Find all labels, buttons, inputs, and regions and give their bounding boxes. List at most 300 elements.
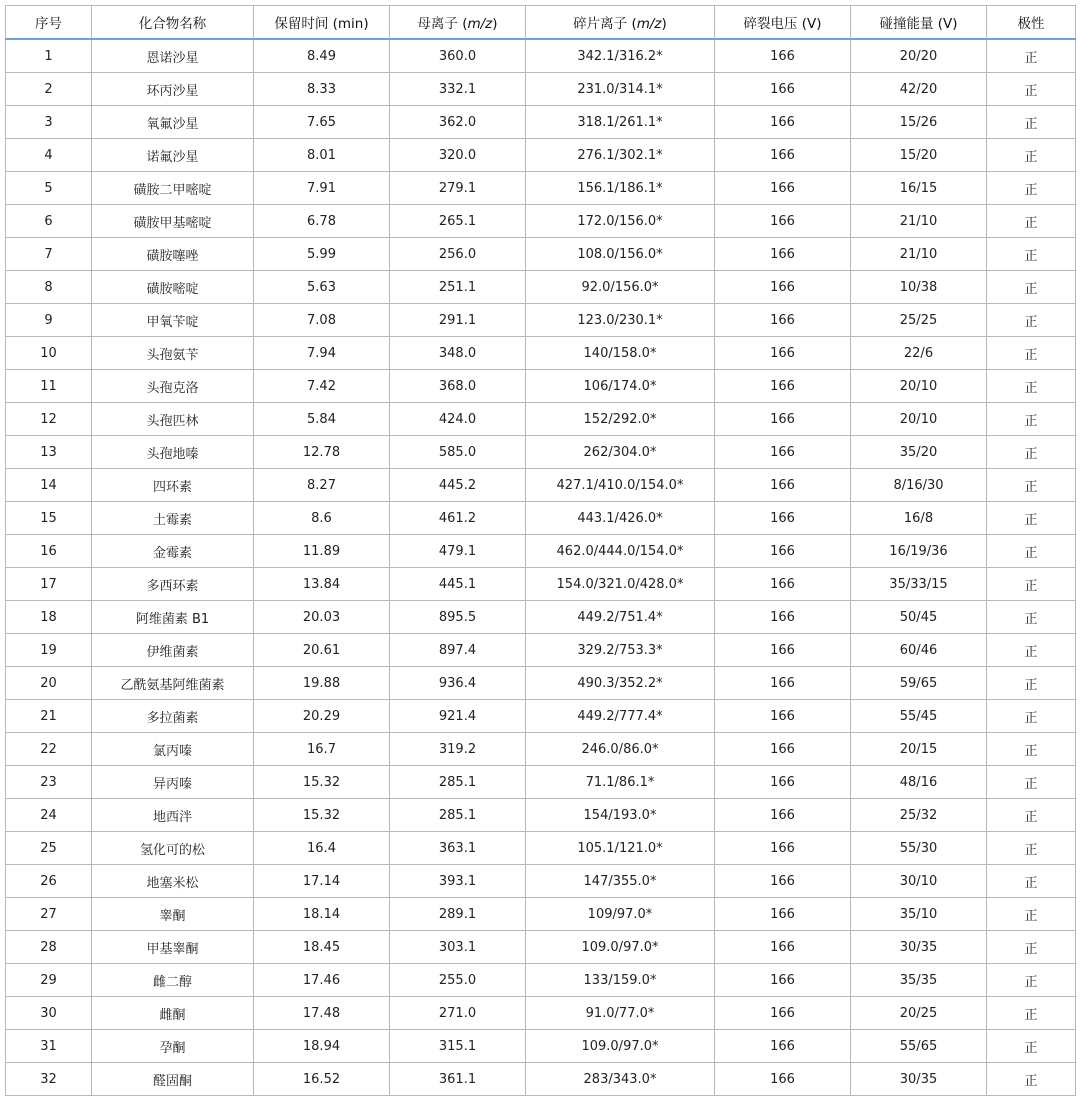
cell-fragmentor-voltage: 166 [715,634,851,667]
table-row [6,271,1076,304]
cell-collision-energy: 10/38 [851,271,987,304]
cell-index: 26 [6,865,92,898]
cell-precursor-ion: 363.1 [390,832,526,865]
cell-index: 20 [6,667,92,700]
cell-index: 23 [6,766,92,799]
cell-precursor-ion: 360.0 [390,39,526,73]
table-body [6,39,1076,1096]
cell-fragmentor-voltage: 166 [715,799,851,832]
cell-compound-name: 四环素 [92,469,254,502]
cell-collision-energy: 15/20 [851,139,987,172]
cell-collision-energy: 21/10 [851,205,987,238]
cell-fragmentor-voltage: 166 [715,667,851,700]
cell-precursor-ion: 445.2 [390,469,526,502]
cell-precursor-ion: 271.0 [390,997,526,1030]
table-row [6,832,1076,865]
cell-compound-name: 磺胺二甲嘧啶 [92,172,254,205]
cell-polarity: 正 [987,799,1076,832]
cell-precursor-ion: 479.1 [390,535,526,568]
cell-index: 12 [6,403,92,436]
cell-precursor-ion: 332.1 [390,73,526,106]
cell-retention-time: 5.99 [254,238,390,271]
cell-retention-time: 5.84 [254,403,390,436]
cell-retention-time: 18.94 [254,1030,390,1063]
cell-compound-name: 睾酮 [92,898,254,931]
cell-compound-name: 土霉素 [92,502,254,535]
cell-fragment-ions: 71.1/86.1* [526,766,715,799]
cell-polarity: 正 [987,997,1076,1030]
cell-collision-energy: 8/16/30 [851,469,987,502]
cell-retention-time: 20.61 [254,634,390,667]
cell-retention-time: 8.6 [254,502,390,535]
table-row [6,73,1076,106]
cell-compound-name: 恩诺沙星 [92,39,254,73]
table-row [6,436,1076,469]
cell-retention-time: 5.63 [254,271,390,304]
cell-polarity: 正 [987,601,1076,634]
cell-fragment-ions: 154/193.0* [526,799,715,832]
cell-polarity: 正 [987,832,1076,865]
cell-precursor-ion: 265.1 [390,205,526,238]
cell-fragmentor-voltage: 166 [715,73,851,106]
header-compound-name: 化合物名称 [92,6,254,40]
cell-fragment-ions: 106/174.0* [526,370,715,403]
table-row [6,139,1076,172]
cell-polarity: 正 [987,271,1076,304]
cell-compound-name: 金霉素 [92,535,254,568]
cell-polarity: 正 [987,667,1076,700]
table-container [5,5,1075,1096]
table-row [6,370,1076,403]
cell-fragment-ions: 147/355.0* [526,865,715,898]
cell-polarity: 正 [987,172,1076,205]
cell-compound-name: 头孢克洛 [92,370,254,403]
cell-index: 16 [6,535,92,568]
cell-compound-name: 孕酮 [92,1030,254,1063]
cell-polarity: 正 [987,1030,1076,1063]
cell-index: 30 [6,997,92,1030]
cell-precursor-ion: 291.1 [390,304,526,337]
cell-polarity: 正 [987,370,1076,403]
cell-polarity: 正 [987,964,1076,997]
cell-polarity: 正 [987,238,1076,271]
cell-fragment-ions: 109.0/97.0* [526,1030,715,1063]
cell-retention-time: 16.52 [254,1063,390,1096]
cell-index: 14 [6,469,92,502]
cell-index: 17 [6,568,92,601]
cell-fragmentor-voltage: 166 [715,964,851,997]
cell-collision-energy: 48/16 [851,766,987,799]
cell-precursor-ion: 348.0 [390,337,526,370]
cell-fragmentor-voltage: 166 [715,172,851,205]
cell-collision-energy: 25/25 [851,304,987,337]
header-collision-energy: 碰撞能量 (V) [851,6,987,40]
cell-polarity: 正 [987,39,1076,73]
cell-collision-energy: 60/46 [851,634,987,667]
cell-fragmentor-voltage: 166 [715,304,851,337]
cell-index: 27 [6,898,92,931]
cell-compound-name: 醛固酮 [92,1063,254,1096]
cell-retention-time: 8.01 [254,139,390,172]
header-retention-time: 保留时间 (min) [254,6,390,40]
header-row [6,6,1076,40]
cell-fragment-ions: 329.2/753.3* [526,634,715,667]
cell-index: 22 [6,733,92,766]
table-row [6,39,1076,73]
header-fragmentor-voltage: 碎裂电压 (V) [715,6,851,40]
cell-index: 7 [6,238,92,271]
table-row [6,733,1076,766]
cell-retention-time: 8.49 [254,39,390,73]
table-row [6,667,1076,700]
cell-collision-energy: 55/45 [851,700,987,733]
table-row [6,634,1076,667]
cell-precursor-ion: 897.4 [390,634,526,667]
header-polarity: 极性 [987,6,1076,40]
cell-compound-name: 多西环素 [92,568,254,601]
cell-polarity: 正 [987,865,1076,898]
cell-retention-time: 13.84 [254,568,390,601]
table-row [6,106,1076,139]
cell-fragmentor-voltage: 166 [715,337,851,370]
cell-retention-time: 7.42 [254,370,390,403]
cell-fragmentor-voltage: 166 [715,1030,851,1063]
header-fragment-ions: 碎片离子 (m/z) [526,6,715,40]
cell-fragmentor-voltage: 166 [715,766,851,799]
cell-collision-energy: 59/65 [851,667,987,700]
cell-index: 2 [6,73,92,106]
cell-compound-name: 异丙嗪 [92,766,254,799]
cell-collision-energy: 30/10 [851,865,987,898]
cell-retention-time: 19.88 [254,667,390,700]
cell-polarity: 正 [987,139,1076,172]
cell-fragment-ions: 91.0/77.0* [526,997,715,1030]
cell-polarity: 正 [987,733,1076,766]
cell-compound-name: 多拉菌素 [92,700,254,733]
cell-precursor-ion: 303.1 [390,931,526,964]
cell-index: 31 [6,1030,92,1063]
cell-collision-energy: 55/65 [851,1030,987,1063]
cell-compound-name: 甲基睾酮 [92,931,254,964]
cell-polarity: 正 [987,1063,1076,1096]
cell-retention-time: 16.4 [254,832,390,865]
cell-index: 9 [6,304,92,337]
cell-index: 29 [6,964,92,997]
cell-retention-time: 17.46 [254,964,390,997]
cell-retention-time: 15.32 [254,799,390,832]
cell-fragmentor-voltage: 166 [715,1063,851,1096]
cell-precursor-ion: 895.5 [390,601,526,634]
table-row [6,766,1076,799]
cell-fragmentor-voltage: 166 [715,568,851,601]
cell-polarity: 正 [987,205,1076,238]
cell-fragment-ions: 246.0/86.0* [526,733,715,766]
cell-retention-time: 8.27 [254,469,390,502]
cell-collision-energy: 22/6 [851,337,987,370]
cell-collision-energy: 35/10 [851,898,987,931]
cell-polarity: 正 [987,436,1076,469]
cell-collision-energy: 21/10 [851,238,987,271]
cell-index: 18 [6,601,92,634]
cell-fragmentor-voltage: 166 [715,39,851,73]
table-row [6,898,1076,931]
cell-precursor-ion: 445.1 [390,568,526,601]
cell-fragment-ions: 276.1/302.1* [526,139,715,172]
cell-precursor-ion: 319.2 [390,733,526,766]
cell-index: 5 [6,172,92,205]
table-row [6,535,1076,568]
table-row [6,238,1076,271]
header-index: 序号 [6,6,92,40]
cell-fragment-ions: 342.1/316.2* [526,39,715,73]
cell-retention-time: 7.08 [254,304,390,337]
cell-collision-energy: 20/25 [851,997,987,1030]
table-row [6,172,1076,205]
cell-compound-name: 磺胺嘧啶 [92,271,254,304]
cell-precursor-ion: 362.0 [390,106,526,139]
cell-retention-time: 7.65 [254,106,390,139]
table-row [6,700,1076,733]
table-row [6,1030,1076,1063]
cell-precursor-ion: 361.1 [390,1063,526,1096]
cell-compound-name: 头孢地嗪 [92,436,254,469]
cell-compound-name: 地西泮 [92,799,254,832]
cell-precursor-ion: 315.1 [390,1030,526,1063]
cell-collision-energy: 20/10 [851,370,987,403]
cell-precursor-ion: 921.4 [390,700,526,733]
cell-precursor-ion: 393.1 [390,865,526,898]
cell-compound-name: 雌酮 [92,997,254,1030]
cell-retention-time: 7.94 [254,337,390,370]
cell-fragment-ions: 108.0/156.0* [526,238,715,271]
cell-compound-name: 磺胺噻唑 [92,238,254,271]
cell-index: 28 [6,931,92,964]
cell-polarity: 正 [987,931,1076,964]
cell-index: 4 [6,139,92,172]
table-row [6,931,1076,964]
cell-collision-energy: 35/20 [851,436,987,469]
cell-fragmentor-voltage: 166 [715,601,851,634]
cell-precursor-ion: 289.1 [390,898,526,931]
cell-fragmentor-voltage: 166 [715,931,851,964]
cell-compound-name: 伊维菌素 [92,634,254,667]
cell-polarity: 正 [987,502,1076,535]
table-row [6,469,1076,502]
cell-retention-time: 11.89 [254,535,390,568]
cell-collision-energy: 16/15 [851,172,987,205]
cell-collision-energy: 35/35 [851,964,987,997]
cell-retention-time: 20.03 [254,601,390,634]
cell-collision-energy: 30/35 [851,931,987,964]
cell-polarity: 正 [987,403,1076,436]
cell-retention-time: 6.78 [254,205,390,238]
cell-index: 3 [6,106,92,139]
cell-fragment-ions: 443.1/426.0* [526,502,715,535]
cell-collision-energy: 16/8 [851,502,987,535]
cell-fragment-ions: 133/159.0* [526,964,715,997]
cell-collision-energy: 35/33/15 [851,568,987,601]
cell-precursor-ion: 320.0 [390,139,526,172]
cell-polarity: 正 [987,535,1076,568]
cell-index: 10 [6,337,92,370]
cell-collision-energy: 42/20 [851,73,987,106]
cell-fragment-ions: 283/343.0* [526,1063,715,1096]
cell-compound-name: 乙酰氨基阿维菌素 [92,667,254,700]
cell-retention-time: 15.32 [254,766,390,799]
cell-collision-energy: 30/35 [851,1063,987,1096]
cell-compound-name: 头孢氨苄 [92,337,254,370]
cell-fragmentor-voltage: 166 [715,469,851,502]
cell-retention-time: 8.33 [254,73,390,106]
cell-polarity: 正 [987,337,1076,370]
cell-compound-name: 甲氧苄啶 [92,304,254,337]
table-row [6,304,1076,337]
cell-polarity: 正 [987,898,1076,931]
cell-compound-name: 诺氟沙星 [92,139,254,172]
cell-polarity: 正 [987,634,1076,667]
cell-fragment-ions: 154.0/321.0/428.0* [526,568,715,601]
cell-fragment-ions: 152/292.0* [526,403,715,436]
cell-compound-name: 雌二醇 [92,964,254,997]
header-precursor-ion: 母离子 (m/z) [390,6,526,40]
table-row [6,568,1076,601]
cell-compound-name: 磺胺甲基嘧啶 [92,205,254,238]
cell-index: 19 [6,634,92,667]
cell-precursor-ion: 424.0 [390,403,526,436]
cell-fragment-ions: 92.0/156.0* [526,271,715,304]
cell-fragment-ions: 462.0/444.0/154.0* [526,535,715,568]
table-row [6,865,1076,898]
table-row [6,1063,1076,1096]
cell-index: 21 [6,700,92,733]
table-row [6,502,1076,535]
cell-fragment-ions: 449.2/751.4* [526,601,715,634]
cell-fragmentor-voltage: 166 [715,370,851,403]
table-row [6,205,1076,238]
cell-collision-energy: 20/15 [851,733,987,766]
cell-collision-energy: 20/20 [851,39,987,73]
cell-fragmentor-voltage: 166 [715,139,851,172]
cell-precursor-ion: 279.1 [390,172,526,205]
cell-fragmentor-voltage: 166 [715,865,851,898]
cell-index: 8 [6,271,92,304]
cell-compound-name: 头孢匹林 [92,403,254,436]
cell-index: 24 [6,799,92,832]
cell-fragmentor-voltage: 166 [715,106,851,139]
cell-compound-name: 氢化可的松 [92,832,254,865]
cell-compound-name: 环丙沙星 [92,73,254,106]
table-row [6,997,1076,1030]
cell-fragmentor-voltage: 166 [715,205,851,238]
cell-fragment-ions: 109/97.0* [526,898,715,931]
cell-retention-time: 16.7 [254,733,390,766]
cell-collision-energy: 20/10 [851,403,987,436]
table-row [6,799,1076,832]
cell-fragment-ions: 427.1/410.0/154.0* [526,469,715,502]
table-row [6,601,1076,634]
cell-fragment-ions: 140/158.0* [526,337,715,370]
cell-index: 6 [6,205,92,238]
cell-compound-name: 地塞米松 [92,865,254,898]
cell-fragment-ions: 105.1/121.0* [526,832,715,865]
cell-index: 13 [6,436,92,469]
cell-retention-time: 17.48 [254,997,390,1030]
cell-index: 25 [6,832,92,865]
cell-compound-name: 氯丙嗪 [92,733,254,766]
cell-fragmentor-voltage: 166 [715,733,851,766]
cell-retention-time: 18.14 [254,898,390,931]
cell-precursor-ion: 285.1 [390,766,526,799]
cell-retention-time: 12.78 [254,436,390,469]
compound-parameter-table [5,5,1076,1096]
cell-compound-name: 阿维菌素 B1 [92,601,254,634]
cell-collision-energy: 55/30 [851,832,987,865]
cell-compound-name: 氧氟沙星 [92,106,254,139]
cell-fragmentor-voltage: 166 [715,832,851,865]
table-row [6,403,1076,436]
cell-polarity: 正 [987,766,1076,799]
cell-collision-energy: 25/32 [851,799,987,832]
cell-collision-energy: 16/19/36 [851,535,987,568]
cell-fragment-ions: 172.0/156.0* [526,205,715,238]
cell-fragment-ions: 490.3/352.2* [526,667,715,700]
cell-index: 32 [6,1063,92,1096]
cell-collision-energy: 15/26 [851,106,987,139]
cell-index: 11 [6,370,92,403]
cell-fragmentor-voltage: 166 [715,535,851,568]
cell-fragment-ions: 262/304.0* [526,436,715,469]
cell-polarity: 正 [987,568,1076,601]
cell-precursor-ion: 251.1 [390,271,526,304]
cell-retention-time: 20.29 [254,700,390,733]
cell-fragmentor-voltage: 166 [715,436,851,469]
cell-fragmentor-voltage: 166 [715,502,851,535]
cell-fragment-ions: 123.0/230.1* [526,304,715,337]
cell-precursor-ion: 368.0 [390,370,526,403]
cell-fragment-ions: 231.0/314.1* [526,73,715,106]
cell-precursor-ion: 285.1 [390,799,526,832]
cell-index: 1 [6,39,92,73]
cell-precursor-ion: 461.2 [390,502,526,535]
cell-fragment-ions: 109.0/97.0* [526,931,715,964]
cell-fragmentor-voltage: 166 [715,700,851,733]
cell-precursor-ion: 255.0 [390,964,526,997]
cell-polarity: 正 [987,106,1076,139]
cell-retention-time: 17.14 [254,865,390,898]
cell-fragmentor-voltage: 166 [715,238,851,271]
cell-fragment-ions: 449.2/777.4* [526,700,715,733]
cell-fragmentor-voltage: 166 [715,997,851,1030]
cell-fragmentor-voltage: 166 [715,898,851,931]
cell-precursor-ion: 585.0 [390,436,526,469]
cell-fragment-ions: 156.1/186.1* [526,172,715,205]
cell-precursor-ion: 936.4 [390,667,526,700]
cell-fragment-ions: 318.1/261.1* [526,106,715,139]
cell-collision-energy: 50/45 [851,601,987,634]
cell-fragmentor-voltage: 166 [715,403,851,436]
table-row [6,964,1076,997]
cell-polarity: 正 [987,73,1076,106]
cell-polarity: 正 [987,700,1076,733]
cell-index: 15 [6,502,92,535]
cell-fragmentor-voltage: 166 [715,271,851,304]
cell-retention-time: 18.45 [254,931,390,964]
cell-polarity: 正 [987,304,1076,337]
table-row [6,337,1076,370]
table-header [6,6,1076,40]
cell-precursor-ion: 256.0 [390,238,526,271]
cell-polarity: 正 [987,469,1076,502]
